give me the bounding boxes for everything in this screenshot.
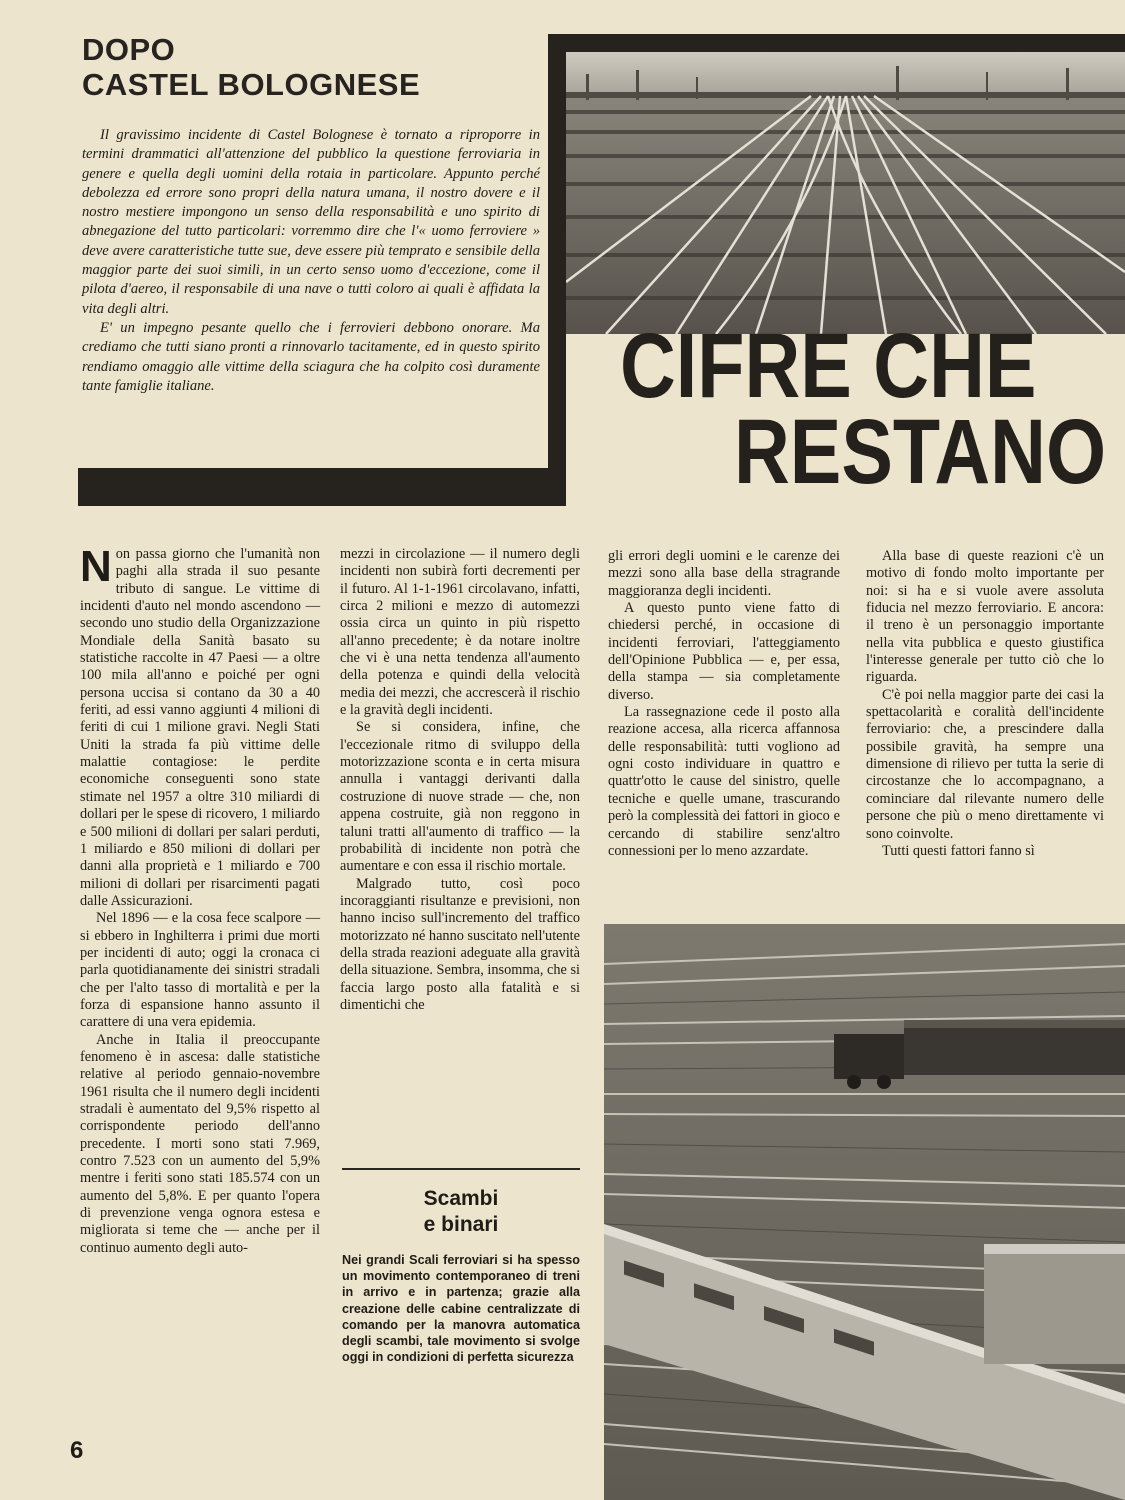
article-column-2 [340,546,580,1014]
caption-text: Nei grandi Scali ferroviari si ha spesso un movimento contemporaneo di treni in arrivo e in partenza; grazie alla creazione delle cabine centralizzate di comando per la manovra automatica degli scambi, tale movimento si svolge oggi in condizioni di perfetta sicurezza [342,1253,580,1365]
headline-line-2: RESTANO [734,401,1107,503]
column-paragraph: on passa giorno che l'umanità non paghi alla strada il suo pesante tributo di sangue. Le vittime di incidenti d'auto nel mondo ascendono — secondo uno studio della Organizzazione Mondiale della Sanità basato su statistiche raccolte in 47 Paesi — a oltre 100 mila all'anno e poiché per ogni persona uccisa si contano da 30 a 40 feriti, ad essi vanno aggiunti 4 milioni di feriti di cui 1 milione gravi. Negli Stati Uniti la strada fa più vittime delle malattie contagiose: le perdite economiche conseguenti sono state stimate nel 1957 a oltre 310 miliardi di dollari per le spese di ricovero, 1 miliardo e 500 milioni di dollari per salari perduti, 1 miliardo e 850 milioni di dollari per danni alla proprietà e 1 miliardo e 700 milioni di dollari per risarcimenti pagati dalle Assicurazioni. [80,546,320,909]
column-paragraph: Anche in Italia il preoccupante fenomeno è in ascesa: dalle statistiche relative al periodo gennaio-novembre 1961 risulta che il numero degli incidenti stradali è aumentato del 9,5% rispetto al corrispondente periodo dell'anno precedente. I morti sono stati 7.969, contro 7.523 con un aumento del 5,9% mentre i feriti sono stati 185.574 con un aumento del 5,8%. E per quanto l'opera di prevenzione venga ognora estesa e migliorata si teme che — anche per il continuo aumento degli auto- [80,1031,320,1256]
lead-intro [82,126,540,396]
railway-tracks-image [566,52,1125,334]
photo-rail-yard [604,924,1125,1500]
rail-yard-image [604,924,1125,1500]
article-column-3 [608,548,840,860]
frame-top-bar [548,34,1125,52]
caption-title-line-2: e binari [423,1213,499,1236]
caption-title-line-1: Scambi [423,1187,499,1210]
column-paragraph: gli errori degli uomini e le carenze dei mezzi sono alla base della stragrande maggioranza degli incidenti. [608,548,840,599]
headline-line-1: CIFRE CHE [620,315,1037,417]
column-paragraph: Tutti questi fattori fanno sì [882,842,1035,859]
frame-left-bar [548,34,566,488]
kicker-line-2: CASTEL BOLOGNESE [82,67,421,102]
article-column-1 [80,542,320,1257]
column-paragraph: Alla base di queste reazioni c'è un motivo di fondo molto importante per noi: si ha e si vuole avere assoluta fiducia nel mezzo ferroviario. E ancora: il treno è un personaggio importante nella vita pubblica e questo giustifica l'interesse generale per tutto ciò che lo riguarda. [866,548,1104,686]
drop-cap: N [80,542,112,591]
column-paragraph: Nel 1896 — e la cosa fece scalpore — si ebbero in Inghilterra i primi due morti per incidenti di auto; oggi la cronaca ci parla quotidianamente dei sinistri stradali che per l'alto tasso di mortalità e per la forza di espansione hanno assunto il carattere di una vera epidemia. [80,910,320,1031]
caption-rule [342,1168,580,1170]
column-paragraph: Malgrado tutto, così poco incoraggianti risultanze e previsioni, non hanno inciso sull'incremento del traffico motorizzato né hanno suscitato nell'utente della strada reazioni adeguate alla gravità della situazione. Sembra, insomma, che si faccia largo posto alla fatalità e si dimentichi che [340,875,580,1013]
lead-paragraph: Il gravissimo incidente di Castel Bolognese è tornato a riproporre in termini drammatici all'attenzione del pubblico la questione ferroviaria in genere e quella degli uomini della rotaia in particolare. Appunto perché debolezza ed errore sono propri della natura umana, il nostro dovere e il nostro mestiere impongono un senso della responsabilità e uno spirito di abnegazione del tutto particolari: vorremmo dire che l'« uomo ferroviere » deve avere caratteristiche tutte sue, deve essere più temprato e sensibile della maggior parte dei suoi simili, in un certo senso uomo d'eccezione, come il pilota d'aereo, il responsabile di una nave o tutti coloro ai quali è affidata la vita degli altri. [82,127,540,317]
page-number: 6 [70,1437,84,1464]
lead-paragraph: E' un impegno pesante quello che i ferrovieri debbono onorare. Ma crediamo che tutti siano pronti a rinnovarlo tacitamente, ed in questo spirito rendiamo omaggio alle vittime della sciagura che ha colpito così duramente tante famiglie italiane. [82,319,540,394]
photo-railway-tracks [566,52,1125,334]
article-column-4 [866,548,1104,860]
frame-bottom-bar [78,468,566,506]
column-paragraph: La rassegnazione cede il posto alla reazione accesa, alla ricerca affannosa delle responsabilità: tutti vogliono ad ogni costo individuare in quattro e quattr'otto le cause del sinistro, quelle tecniche e quelle umane, trascurando però la complessità dei fattori in gioco e cercando di stabilire senz'altro connessioni per lo meno azzardate. [608,704,840,859]
column-paragraph: Se si considera, infine, che l'eccezionale ritmo di sviluppo della motorizzazione sconta e in certa misura annulla i vantaggi derivanti dalla costruzione di nuove strade — che, non appena costruite, già non reggono in taluni tratti all'aumento di traffico — la probabilità di incidente non potrà che aumentare e con essa il rischio mortale. [340,719,580,875]
caption-box [342,1186,580,1365]
kicker-line-1: DOPO [82,32,176,67]
column-paragraph: A questo punto viene fatto di chiedersi perché, in occasione di incidenti ferroviari, l'atteggiamento dell'Opinione Pubblica — e, per essa, della stampa — sia completamente diverso. [608,600,840,703]
caption-title [342,1186,580,1238]
column-paragraph: C'è poi nella maggior parte dei casi la spettacolarità e coralità dell'incidente ferroviario: che, a prescindere dalla possibile gravità, ha sempre una dimensione di rilievo per tutta la serie di circostanze che lo accompagnano, a cominciare dal rilevante numero delle persone che più o meno direttamente vi sono coinvolte. [866,686,1104,842]
column-paragraph: mezzi in circolazione — il numero degli incidenti non subirà forti decrementi per il futuro. Al 1-1-1961 circolavano, infatti, circa 2 milioni e mezzo di automezzi ossia circa un quinto in più rispetto all'anno precedente; è da notare inoltre che vi è una netta tendenza all'aumento della potenza e quindi della velocità media dei mezzi, che accrescerà il rischio e la gravità degli incidenti. [340,546,580,719]
kicker-title [82,32,562,102]
